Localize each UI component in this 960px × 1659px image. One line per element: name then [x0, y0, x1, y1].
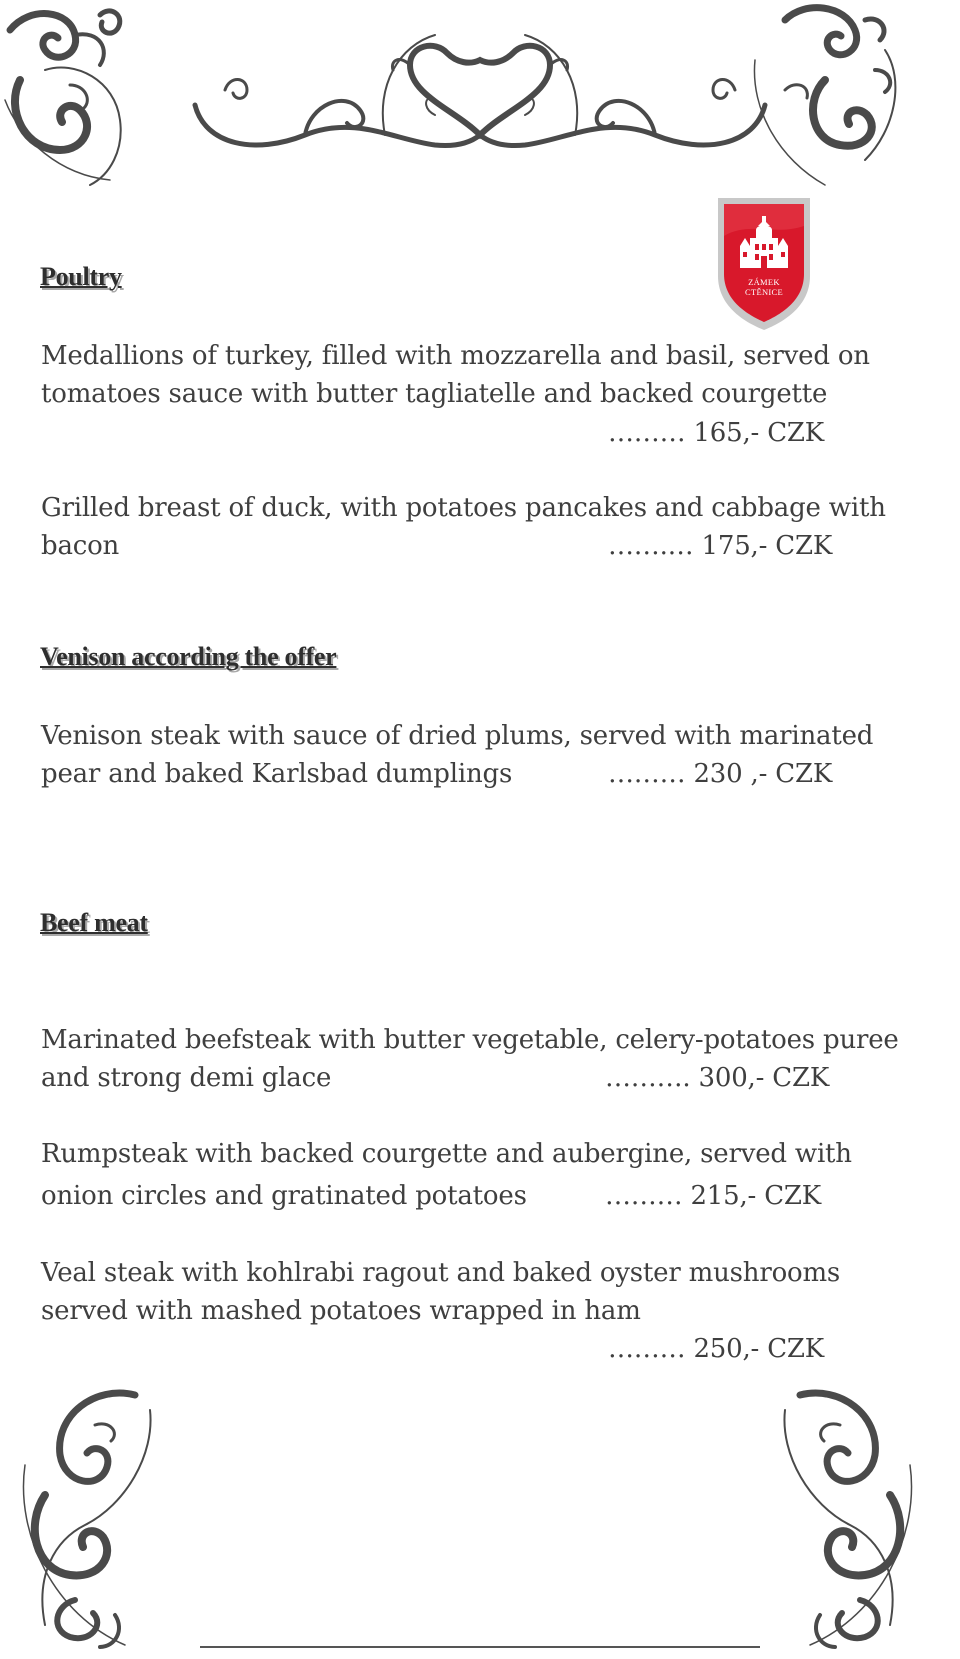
- dish-price: ………. 300,- CZK: [605, 1063, 830, 1093]
- dish-description-line: Medallions of turkey, filled with mozzarella and basil, served on: [41, 341, 870, 371]
- dish-price: ……… 230 ,- CZK: [608, 759, 833, 789]
- dish-description-line: Marinated beefsteak with butter vegetable, celery-potatoes puree: [41, 1025, 899, 1055]
- section-heading-beef: Beef meat: [40, 908, 148, 937]
- dish-description-line: served with mashed potatoes wrapped in ham: [41, 1296, 641, 1326]
- dish-price: …….… 175,- CZK: [608, 531, 833, 561]
- logo-text-line1: ZÁMEK: [748, 277, 780, 287]
- dish-description-line: onion circles and gratinated potatoes: [41, 1181, 527, 1211]
- dish-price: ……… 165,- CZK: [608, 418, 824, 448]
- section-heading-poultry: Poultry: [40, 262, 122, 291]
- dish-price: ……… 215,- CZK: [605, 1181, 821, 1211]
- dish-description-line: pear and baked Karlsbad dumplings: [41, 759, 513, 789]
- swirl-ornament-top-left-icon: [0, 0, 140, 190]
- dish-description-line: tomatoes sauce with butter tagliatelle and backed courgette: [41, 379, 828, 409]
- section-heading-venison: Venison according the offer: [40, 642, 337, 671]
- bottom-divider: [200, 1646, 760, 1648]
- swirl-ornament-bottom-left-icon: [15, 1385, 165, 1655]
- dish-description-line: Grilled breast of duck, with potatoes pancakes and cabbage with: [41, 493, 886, 523]
- heart-ornament-top-icon: [185, 15, 775, 165]
- dish-description-line: Venison steak with sauce of dried plums, served with marinated: [41, 721, 874, 751]
- dish-description-line: and strong demi glace: [41, 1063, 332, 1093]
- dish-description-line: Rumpsteak with backed courgette and aubergine, served with: [41, 1139, 852, 1169]
- swirl-ornament-top-right-icon: [745, 0, 915, 190]
- dish-description-line: bacon: [41, 531, 120, 561]
- dish-description-line: Veal steak with kohlrabi ragout and baked oyster mushrooms: [41, 1258, 841, 1288]
- castle-shield-logo-icon: [714, 196, 814, 332]
- swirl-ornament-bottom-right-icon: [770, 1385, 920, 1655]
- dish-price: ……… 250,- CZK: [608, 1334, 824, 1364]
- logo-text-line2: CTĚNICE: [745, 287, 783, 297]
